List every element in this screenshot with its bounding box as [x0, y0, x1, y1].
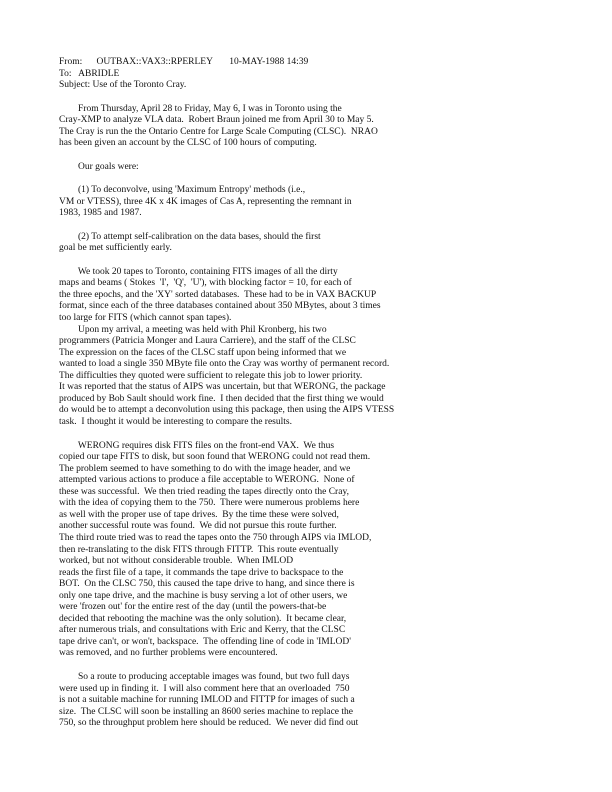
- body-text-line: were 'frozen out' for the entire rest of the day (until the powers-that-be: [59, 602, 327, 612]
- body-text-line: VM or VTESS), three 4K x 4K images of Cas A, representing the remnant in: [59, 197, 352, 207]
- body-text-line: maps and beams ( Stokes 'I', 'Q', 'U'), with blocking factor = 10, for each of: [59, 278, 352, 288]
- body-text-line: (1) To deconvolve, using 'Maximum Entropy' methods (i.e.,: [59, 185, 306, 195]
- body-text-line: 1983, 1985 and 1987.: [59, 208, 142, 218]
- body-text-line: Cray-XMP to analyze VLA data. Robert Braun joined me from April 30 to May 5.: [59, 115, 374, 125]
- body-text-line: Our goals were:: [59, 162, 139, 172]
- body-text-line: produced by Bob Sault should work fine. I then decided that the first thing we would: [59, 394, 384, 404]
- body-text-line: worked, but not without considerable trouble. When IMLOD: [59, 556, 294, 566]
- body-text-line: was removed, and no further problems were encountered.: [59, 648, 278, 658]
- body-text-line: these was successful. We then tried reading the tapes directly onto the Cray,: [59, 487, 349, 497]
- body-text-line: 750, so the throughput problem here should be reduced. We never did find out: [59, 718, 359, 728]
- body-text-line: So a route to producing acceptable images was found, but two full days: [59, 672, 350, 682]
- body-text-line: WERONG requires disk FITS files on the front-end VAX. We thus: [59, 441, 335, 451]
- body-text-line: were used up in finding it. I will also comment here that an overloaded 750: [59, 684, 350, 694]
- memo-subject-line: Subject: Use of the Toronto Cray.: [59, 80, 187, 90]
- body-text-line: We took 20 tapes to Toronto, containing FITS images of all the dirty: [59, 267, 338, 277]
- body-text-line: format, since each of the three databases contained about 350 MBytes, about 3 times: [59, 301, 381, 311]
- body-text-line: (2) To attempt self-calibration on the data bases, should the first: [59, 232, 321, 242]
- body-text-line: with the idea of copying them to the 750. There were numerous problems here: [59, 498, 360, 508]
- body-text-line: From Thursday, April 28 to Friday, May 6, I was in Toronto using the: [59, 104, 342, 114]
- body-text-line: tape drive can't, or won't, backspace. The offending line of code in 'IMLOD': [59, 637, 351, 647]
- body-text-line: It was reported that the status of AIPS was uncertain, but that WERONG, the package: [59, 382, 386, 392]
- body-text-line: The third route tried was to read the tapes onto the 750 through AIPS via IMLOD,: [59, 533, 372, 543]
- body-text-line: only one tape drive, and the machine is busy serving a lot of other users, we: [59, 591, 348, 601]
- body-text-line: then re-translating to the disk FITS through FITTP. This route eventually: [59, 545, 339, 555]
- body-text-line: is not a suitable machine for running IMLOD and FITTP for images of such a: [59, 695, 355, 705]
- body-text-line: reads the first file of a tape, it commands the tape drive to backspace to the: [59, 568, 344, 578]
- body-text-line: The problem seemed to have something to do with the image header, and we: [59, 464, 351, 474]
- body-text-line: as well with the proper use of tape drives. By the time these were solved,: [59, 510, 339, 520]
- body-text-line: another successful route was found. We did not pursue this route further.: [59, 521, 337, 531]
- body-text-line: Upon my arrival, a meeting was held with Phil Kronberg, his two: [59, 325, 327, 335]
- body-text-line: after numerous trials, and consultations with Eric and Kerry, that the CLSC: [59, 625, 346, 635]
- memo-from-line: From: OUTBAX::VAX3::RPERLEY 10-MAY-1988 14:39: [59, 57, 309, 67]
- body-text-line: goal be met sufficiently early.: [59, 243, 172, 253]
- memo-to-line: To: ABRIDLE: [59, 69, 120, 79]
- body-text-line: decided that rebooting the machine was the only solution). It became clear,: [59, 614, 347, 624]
- body-text-line: task. I thought it would be interesting to compare the results.: [59, 417, 292, 427]
- body-text-line: wanted to load a single 350 MByte file onto the Cray was worthy of permanent record.: [59, 359, 390, 369]
- body-text-line: The expression on the faces of the CLSC staff upon being informed that we: [59, 348, 347, 358]
- body-text-line: copied our tape FITS to disk, but soon found that WERONG could not read them.: [59, 452, 371, 462]
- body-text-line: the three epochs, and the 'XY' sorted databases. These had to be in VAX BACKUP: [59, 290, 377, 300]
- body-text-line: too large for FITS (which cannot span tapes).: [59, 313, 232, 323]
- body-text-line: The Cray is run the the Ontario Centre for Large Scale Computing (CLSC). NRAO: [59, 127, 378, 137]
- body-text-line: programmers (Patricia Monger and Laura Carriere), and the staff of the CLSC: [59, 336, 356, 346]
- body-text-line: attempted various actions to produce a file acceptable to WERONG. None of: [59, 475, 355, 485]
- body-text-line: has been given an account by the CLSC of 100 hours of computing.: [59, 138, 317, 148]
- body-text-line: do would be to attempt a deconvolution using this package, then using the AIPS VTESS: [59, 405, 395, 415]
- body-text-line: The difficulties they quoted were sufficient to relegate this job to lower priority.: [59, 371, 363, 381]
- body-text-line: BOT. On the CLSC 750, this caused the tape drive to hang, and since there is: [59, 579, 355, 589]
- body-text-line: size. The CLSC will soon be installing an 8600 series machine to replace the: [59, 707, 353, 717]
